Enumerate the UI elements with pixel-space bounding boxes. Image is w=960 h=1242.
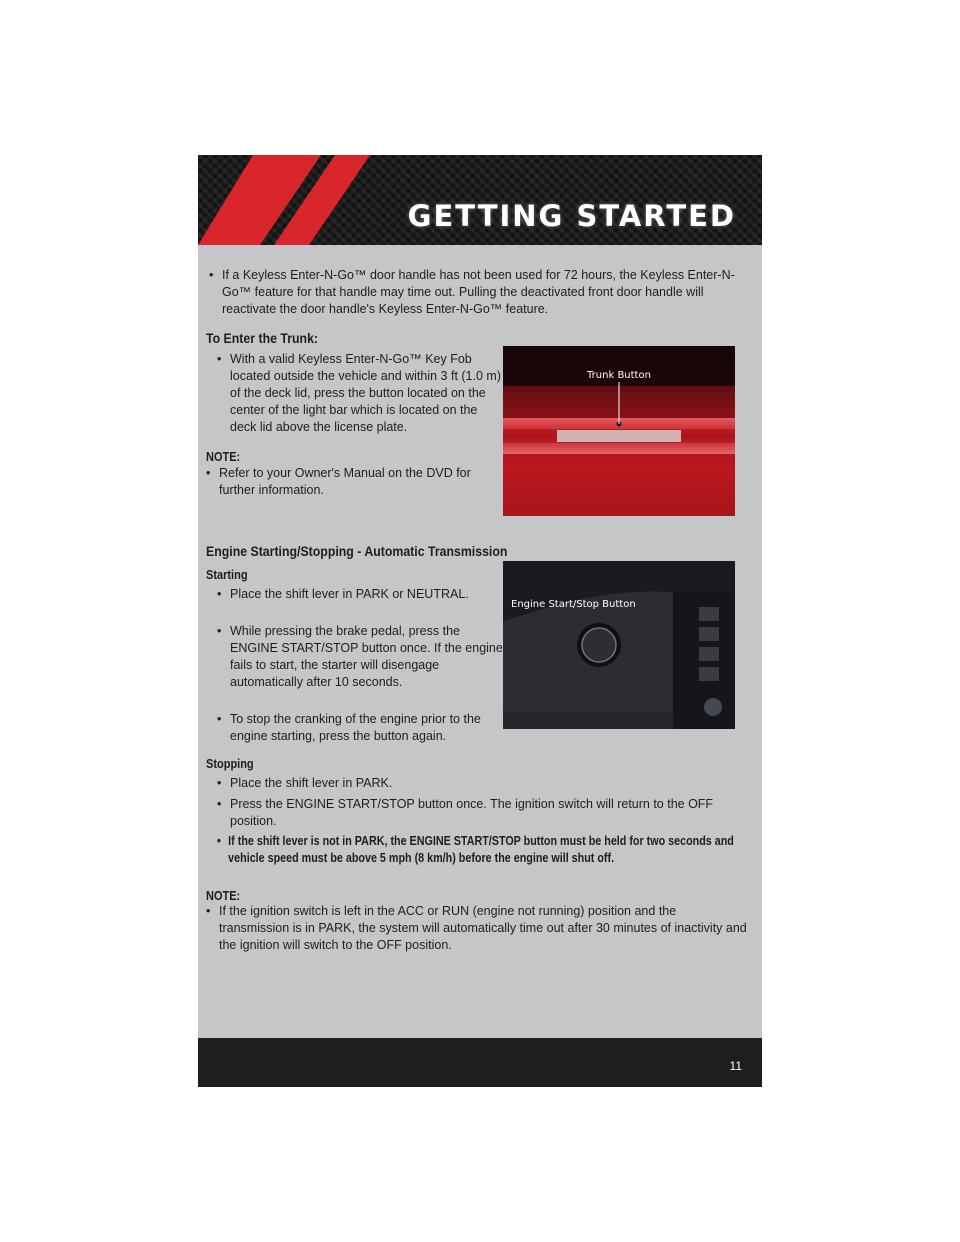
trunk-bullet: • With a valid Keyless Enter-N-Go™ Key Fob located outside the vehicle and within 3 ft (1.0 m) of the deck lid, press the button located on the center of the light bar which is located on the deck lid above the license plate. <box>217 351 506 436</box>
page-footer <box>198 1038 762 1087</box>
trunk-photo <box>503 346 735 516</box>
section-header <box>198 155 762 245</box>
engine-note-label: NOTE: <box>206 889 241 903</box>
stopping-bullet-2: • Press the ENGINE START/STOP button once. The ignition switch will return to the OFF position. <box>217 796 750 830</box>
starting-bullet-3: • To stop the cranking of the engine prior to the engine starting, press the button again. <box>217 711 508 745</box>
starting-bullet-2: • While pressing the brake pedal, press the ENGINE START/STOP button once. If the engine fails to start, the starter will disengage automatically after 10 seconds. <box>217 623 508 691</box>
stopping-bullet-1: • Place the shift lever in PARK. <box>217 775 750 792</box>
engine-heading: Engine Starting/Stopping - Automatic Transmission <box>206 543 508 559</box>
trunk-button-label: Trunk Button <box>587 370 651 381</box>
section-title: GETTING STARTED <box>407 199 736 233</box>
intro-bullet: • If a Keyless Enter-N-Go™ door handle has not been used for 72 hours, the Keyless Enter-N-Go™ feature for that handle may time out. Pulling the deactivated front door handle will reactivate the door handle's Keyless Enter-N-Go™ feature. <box>209 267 752 318</box>
trunk-note: • Refer to your Owner's Manual on the DVD for further information. <box>206 465 507 499</box>
stopping-label: Stopping <box>206 757 254 771</box>
stopping-bullet-3: • If the shift lever is not in PARK, the ENGINE START/STOP button must be held for two seconds and vehicle speed must be above 5 mph (8 km/h) before the engine will shut off. <box>217 833 744 867</box>
manual-page <box>198 155 762 1087</box>
trunk-heading: To Enter the Trunk: <box>206 330 319 346</box>
starting-label: Starting <box>206 568 248 582</box>
trunk-note-label: NOTE: <box>206 450 241 464</box>
engine-photo <box>503 561 735 729</box>
racing-stripes-logo <box>198 155 398 245</box>
page-number: 11 <box>729 1059 742 1073</box>
starting-bullet-1: • Place the shift lever in PARK or NEUTRAL. <box>217 586 508 603</box>
engine-note: • If the ignition switch is left in the ACC or RUN (engine not running) position and the transmission is in PARK, the system will automatically time out after 30 minutes of inactivity and the ignition will switch to the OFF position. <box>206 903 749 954</box>
engine-button-label: Engine Start/Stop Button <box>511 599 636 610</box>
